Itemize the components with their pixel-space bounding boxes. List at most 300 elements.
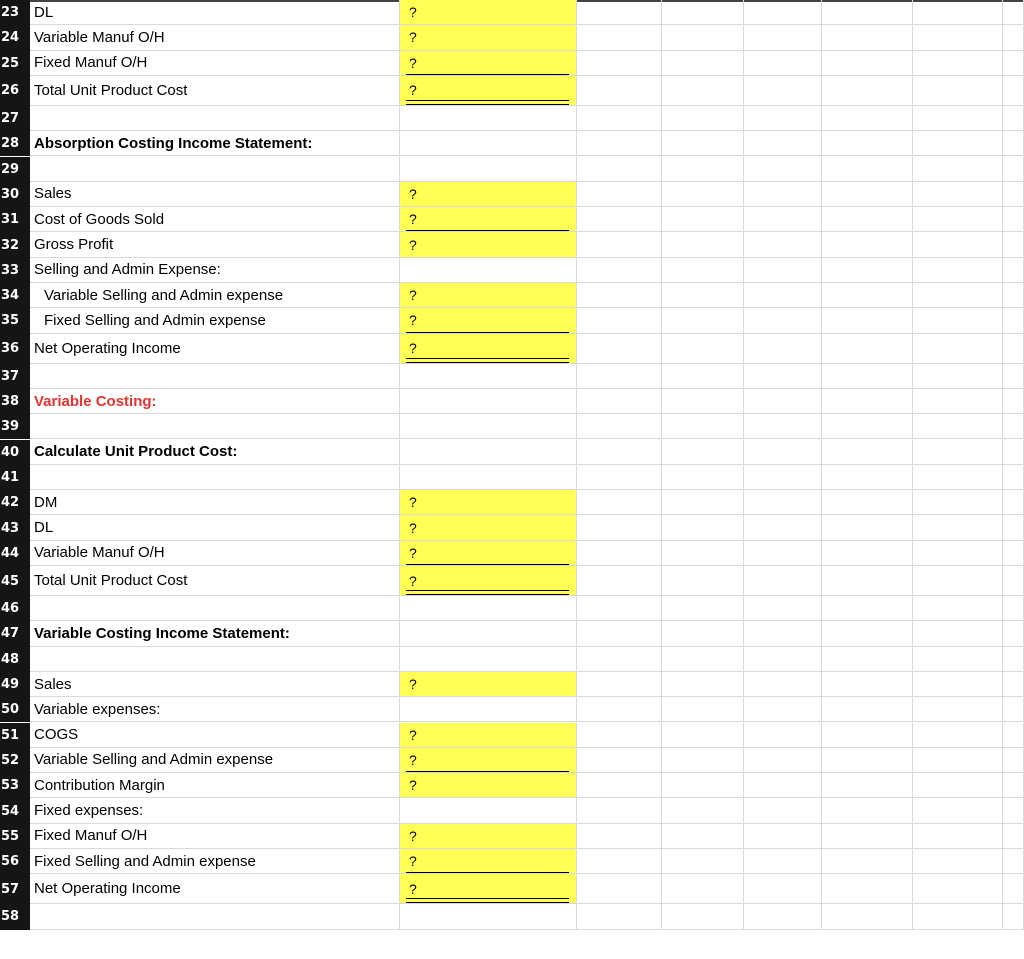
empty-cell[interactable]	[1003, 490, 1024, 515]
empty-cell[interactable]	[822, 849, 913, 874]
value-cell[interactable]: ?	[400, 849, 577, 874]
empty-cell[interactable]	[1003, 182, 1024, 207]
empty-cell[interactable]	[1003, 723, 1024, 748]
empty-cell[interactable]	[913, 258, 1003, 283]
label-cell[interactable]: Variable Selling and Admin expense	[30, 283, 400, 308]
empty-cell[interactable]	[822, 283, 913, 308]
empty-cell[interactable]	[662, 596, 744, 621]
empty-cell[interactable]	[1003, 0, 1024, 25]
empty-cell[interactable]	[913, 541, 1003, 566]
empty-cell[interactable]	[577, 157, 662, 182]
empty-cell[interactable]	[913, 334, 1003, 364]
empty-cell[interactable]	[1003, 874, 1024, 904]
empty-cell[interactable]	[1003, 748, 1024, 773]
empty-cell[interactable]	[662, 748, 744, 773]
value-cell[interactable]: ?	[400, 723, 577, 748]
empty-cell[interactable]	[744, 157, 822, 182]
empty-cell[interactable]	[822, 232, 913, 257]
empty-cell[interactable]	[1003, 334, 1024, 364]
row-header[interactable]: 44	[0, 541, 30, 566]
empty-cell[interactable]	[822, 364, 913, 389]
label-cell[interactable]	[30, 904, 400, 929]
row-header[interactable]: 49	[0, 672, 30, 697]
empty-cell[interactable]	[913, 364, 1003, 389]
value-cell[interactable]: ?	[400, 0, 577, 25]
empty-cell[interactable]	[913, 25, 1003, 50]
empty-cell[interactable]	[662, 334, 744, 364]
empty-cell[interactable]	[744, 904, 822, 929]
empty-cell[interactable]	[662, 258, 744, 283]
empty-cell[interactable]	[744, 25, 822, 50]
empty-cell[interactable]	[577, 748, 662, 773]
empty-cell[interactable]	[744, 0, 822, 25]
empty-cell[interactable]	[744, 283, 822, 308]
empty-cell[interactable]	[744, 773, 822, 798]
empty-cell[interactable]	[577, 283, 662, 308]
empty-cell[interactable]	[744, 849, 822, 874]
empty-cell[interactable]	[1003, 465, 1024, 490]
label-cell[interactable]: Selling and Admin Expense:	[30, 258, 400, 283]
empty-cell[interactable]	[744, 182, 822, 207]
empty-cell[interactable]	[822, 672, 913, 697]
empty-cell[interactable]	[913, 308, 1003, 333]
empty-cell[interactable]	[822, 334, 913, 364]
row-header[interactable]: 58	[0, 904, 30, 929]
label-cell[interactable]	[30, 465, 400, 490]
empty-cell[interactable]	[662, 773, 744, 798]
empty-cell[interactable]	[1003, 773, 1024, 798]
empty-cell[interactable]	[1003, 798, 1024, 823]
empty-cell[interactable]	[577, 904, 662, 929]
value-cell[interactable]: ?	[400, 566, 577, 596]
row-header[interactable]: 46	[0, 596, 30, 621]
empty-cell[interactable]	[913, 647, 1003, 672]
empty-cell[interactable]	[662, 157, 744, 182]
value-cell[interactable]: ?	[400, 824, 577, 849]
empty-cell[interactable]	[822, 824, 913, 849]
empty-cell[interactable]	[822, 157, 913, 182]
label-cell[interactable]: Variable Costing Income Statement:	[30, 621, 400, 646]
empty-cell[interactable]	[744, 258, 822, 283]
empty-cell[interactable]	[1003, 308, 1024, 333]
label-cell[interactable]: Net Operating Income	[30, 874, 400, 904]
empty-cell[interactable]	[744, 798, 822, 823]
empty-cell[interactable]	[1003, 566, 1024, 596]
label-cell[interactable]: Total Unit Product Cost	[30, 76, 400, 106]
empty-cell[interactable]	[662, 207, 744, 232]
label-cell[interactable]: Variable Selling and Admin expense	[30, 748, 400, 773]
empty-cell[interactable]	[822, 207, 913, 232]
empty-cell[interactable]	[913, 131, 1003, 156]
empty-cell[interactable]	[822, 566, 913, 596]
value-cell[interactable]: ?	[400, 182, 577, 207]
empty-cell[interactable]	[822, 465, 913, 490]
empty-cell[interactable]	[577, 647, 662, 672]
label-cell[interactable]	[30, 157, 400, 182]
value-cell[interactable]	[400, 647, 577, 672]
empty-cell[interactable]	[913, 515, 1003, 540]
row-header[interactable]: 32	[0, 232, 30, 257]
value-cell[interactable]	[400, 621, 577, 646]
empty-cell[interactable]	[913, 596, 1003, 621]
empty-cell[interactable]	[744, 723, 822, 748]
empty-cell[interactable]	[744, 207, 822, 232]
empty-cell[interactable]	[913, 723, 1003, 748]
label-cell[interactable]: Fixed expenses:	[30, 798, 400, 823]
row-header[interactable]: 56	[0, 849, 30, 874]
label-cell[interactable]	[30, 596, 400, 621]
label-cell[interactable]: Fixed Manuf O/H	[30, 824, 400, 849]
empty-cell[interactable]	[913, 106, 1003, 131]
empty-cell[interactable]	[577, 773, 662, 798]
empty-cell[interactable]	[662, 283, 744, 308]
label-cell[interactable]: Fixed Manuf O/H	[30, 51, 400, 76]
empty-cell[interactable]	[913, 414, 1003, 439]
empty-cell[interactable]	[662, 364, 744, 389]
empty-cell[interactable]	[577, 308, 662, 333]
empty-cell[interactable]	[1003, 515, 1024, 540]
empty-cell[interactable]	[662, 25, 744, 50]
empty-cell[interactable]	[662, 874, 744, 904]
empty-cell[interactable]	[822, 748, 913, 773]
row-header[interactable]: 24	[0, 25, 30, 50]
empty-cell[interactable]	[822, 596, 913, 621]
empty-cell[interactable]	[1003, 904, 1024, 929]
empty-cell[interactable]	[913, 76, 1003, 106]
label-cell[interactable]: DL	[30, 0, 400, 25]
empty-cell[interactable]	[662, 232, 744, 257]
empty-cell[interactable]	[577, 258, 662, 283]
empty-cell[interactable]	[913, 773, 1003, 798]
empty-cell[interactable]	[744, 515, 822, 540]
empty-cell[interactable]	[1003, 25, 1024, 50]
empty-cell[interactable]	[577, 414, 662, 439]
empty-cell[interactable]	[744, 672, 822, 697]
empty-cell[interactable]	[744, 76, 822, 106]
value-cell[interactable]	[400, 414, 577, 439]
empty-cell[interactable]	[662, 106, 744, 131]
empty-cell[interactable]	[822, 25, 913, 50]
empty-cell[interactable]	[662, 490, 744, 515]
empty-cell[interactable]	[822, 0, 913, 25]
empty-cell[interactable]	[822, 308, 913, 333]
empty-cell[interactable]	[662, 824, 744, 849]
value-cell[interactable]	[400, 258, 577, 283]
value-cell[interactable]: ?	[400, 773, 577, 798]
empty-cell[interactable]	[822, 490, 913, 515]
empty-cell[interactable]	[1003, 596, 1024, 621]
empty-cell[interactable]	[662, 541, 744, 566]
empty-cell[interactable]	[744, 389, 822, 414]
empty-cell[interactable]	[913, 207, 1003, 232]
value-cell[interactable]	[400, 157, 577, 182]
empty-cell[interactable]	[662, 798, 744, 823]
empty-cell[interactable]	[662, 76, 744, 106]
empty-cell[interactable]	[822, 389, 913, 414]
empty-cell[interactable]	[1003, 414, 1024, 439]
empty-cell[interactable]	[913, 874, 1003, 904]
empty-cell[interactable]	[662, 131, 744, 156]
empty-cell[interactable]	[577, 723, 662, 748]
empty-cell[interactable]	[577, 621, 662, 646]
empty-cell[interactable]	[744, 334, 822, 364]
value-cell[interactable]: ?	[400, 25, 577, 50]
empty-cell[interactable]	[662, 904, 744, 929]
empty-cell[interactable]	[744, 566, 822, 596]
empty-cell[interactable]	[662, 414, 744, 439]
row-header[interactable]: 37	[0, 364, 30, 389]
value-cell[interactable]: ?	[400, 51, 577, 76]
empty-cell[interactable]	[1003, 157, 1024, 182]
empty-cell[interactable]	[577, 490, 662, 515]
empty-cell[interactable]	[577, 0, 662, 25]
value-cell[interactable]	[400, 440, 577, 465]
empty-cell[interactable]	[822, 541, 913, 566]
empty-cell[interactable]	[577, 76, 662, 106]
row-header[interactable]: 36	[0, 334, 30, 364]
empty-cell[interactable]	[822, 76, 913, 106]
empty-cell[interactable]	[662, 182, 744, 207]
empty-cell[interactable]	[744, 131, 822, 156]
label-cell[interactable]: Calculate Unit Product Cost:	[30, 440, 400, 465]
value-cell[interactable]	[400, 904, 577, 929]
empty-cell[interactable]	[822, 515, 913, 540]
row-header[interactable]: 51	[0, 723, 30, 748]
empty-cell[interactable]	[662, 440, 744, 465]
empty-cell[interactable]	[577, 566, 662, 596]
row-header[interactable]: 35	[0, 308, 30, 333]
empty-cell[interactable]	[1003, 849, 1024, 874]
row-header[interactable]: 54	[0, 798, 30, 823]
label-cell[interactable]	[30, 647, 400, 672]
empty-cell[interactable]	[662, 697, 744, 722]
empty-cell[interactable]	[822, 440, 913, 465]
empty-cell[interactable]	[577, 874, 662, 904]
row-header[interactable]: 45	[0, 566, 30, 596]
row-header[interactable]: 23	[0, 0, 30, 25]
empty-cell[interactable]	[744, 364, 822, 389]
label-cell[interactable]	[30, 106, 400, 131]
empty-cell[interactable]	[744, 308, 822, 333]
row-header[interactable]: 53	[0, 773, 30, 798]
empty-cell[interactable]	[577, 25, 662, 50]
value-cell[interactable]	[400, 389, 577, 414]
empty-cell[interactable]	[744, 824, 822, 849]
row-header[interactable]: 41	[0, 465, 30, 490]
empty-cell[interactable]	[744, 647, 822, 672]
value-cell[interactable]	[400, 106, 577, 131]
row-header[interactable]: 57	[0, 874, 30, 904]
value-cell[interactable]: ?	[400, 207, 577, 232]
label-cell[interactable]: Net Operating Income	[30, 334, 400, 364]
row-header[interactable]: 55	[0, 824, 30, 849]
row-header[interactable]: 30	[0, 182, 30, 207]
value-cell[interactable]	[400, 364, 577, 389]
empty-cell[interactable]	[913, 0, 1003, 25]
empty-cell[interactable]	[662, 672, 744, 697]
row-header[interactable]: 47	[0, 621, 30, 646]
empty-cell[interactable]	[577, 389, 662, 414]
empty-cell[interactable]	[913, 182, 1003, 207]
empty-cell[interactable]	[577, 596, 662, 621]
empty-cell[interactable]	[577, 51, 662, 76]
empty-cell[interactable]	[662, 465, 744, 490]
empty-cell[interactable]	[577, 334, 662, 364]
empty-cell[interactable]	[822, 874, 913, 904]
empty-cell[interactable]	[1003, 364, 1024, 389]
empty-cell[interactable]	[662, 308, 744, 333]
empty-cell[interactable]	[1003, 824, 1024, 849]
empty-cell[interactable]	[913, 157, 1003, 182]
value-cell[interactable]	[400, 596, 577, 621]
row-header[interactable]: 31	[0, 207, 30, 232]
empty-cell[interactable]	[822, 182, 913, 207]
empty-cell[interactable]	[744, 414, 822, 439]
row-header[interactable]: 29	[0, 157, 30, 182]
empty-cell[interactable]	[822, 773, 913, 798]
empty-cell[interactable]	[913, 697, 1003, 722]
empty-cell[interactable]	[913, 389, 1003, 414]
label-cell[interactable]: DM	[30, 490, 400, 515]
row-header[interactable]: 40	[0, 440, 30, 465]
label-cell[interactable]	[30, 414, 400, 439]
empty-cell[interactable]	[822, 904, 913, 929]
value-cell[interactable]: ?	[400, 76, 577, 106]
value-cell[interactable]: ?	[400, 541, 577, 566]
empty-cell[interactable]	[913, 566, 1003, 596]
empty-cell[interactable]	[577, 440, 662, 465]
empty-cell[interactable]	[577, 541, 662, 566]
value-cell[interactable]: ?	[400, 515, 577, 540]
empty-cell[interactable]	[577, 798, 662, 823]
empty-cell[interactable]	[1003, 106, 1024, 131]
row-header[interactable]: 28	[0, 131, 30, 156]
label-cell[interactable]: Variable Costing:	[30, 389, 400, 414]
empty-cell[interactable]	[577, 849, 662, 874]
empty-cell[interactable]	[913, 672, 1003, 697]
empty-cell[interactable]	[913, 904, 1003, 929]
empty-cell[interactable]	[913, 824, 1003, 849]
label-cell[interactable]: Sales	[30, 672, 400, 697]
row-header[interactable]: 42	[0, 490, 30, 515]
empty-cell[interactable]	[577, 824, 662, 849]
row-header[interactable]: 34	[0, 283, 30, 308]
row-header[interactable]: 27	[0, 106, 30, 131]
empty-cell[interactable]	[744, 541, 822, 566]
empty-cell[interactable]	[744, 440, 822, 465]
empty-cell[interactable]	[913, 283, 1003, 308]
empty-cell[interactable]	[1003, 621, 1024, 646]
empty-cell[interactable]	[913, 232, 1003, 257]
empty-cell[interactable]	[744, 106, 822, 131]
empty-cell[interactable]	[744, 621, 822, 646]
empty-cell[interactable]	[577, 364, 662, 389]
empty-cell[interactable]	[913, 621, 1003, 646]
label-cell[interactable]: Absorption Costing Income Statement:	[30, 131, 400, 156]
empty-cell[interactable]	[822, 798, 913, 823]
empty-cell[interactable]	[1003, 647, 1024, 672]
empty-cell[interactable]	[913, 490, 1003, 515]
empty-cell[interactable]	[1003, 207, 1024, 232]
empty-cell[interactable]	[1003, 440, 1024, 465]
empty-cell[interactable]	[1003, 258, 1024, 283]
empty-cell[interactable]	[662, 0, 744, 25]
empty-cell[interactable]	[662, 849, 744, 874]
empty-cell[interactable]	[822, 621, 913, 646]
label-cell[interactable]	[30, 364, 400, 389]
row-header[interactable]: 39	[0, 414, 30, 439]
empty-cell[interactable]	[822, 131, 913, 156]
empty-cell[interactable]	[744, 490, 822, 515]
label-cell[interactable]: Contribution Margin	[30, 773, 400, 798]
row-header[interactable]: 26	[0, 76, 30, 106]
value-cell[interactable]: ?	[400, 283, 577, 308]
value-cell[interactable]	[400, 465, 577, 490]
empty-cell[interactable]	[913, 748, 1003, 773]
empty-cell[interactable]	[662, 621, 744, 646]
empty-cell[interactable]	[577, 465, 662, 490]
label-cell[interactable]: Cost of Goods Sold	[30, 207, 400, 232]
empty-cell[interactable]	[662, 566, 744, 596]
value-cell[interactable]	[400, 798, 577, 823]
empty-cell[interactable]	[913, 465, 1003, 490]
label-cell[interactable]: Variable Manuf O/H	[30, 541, 400, 566]
empty-cell[interactable]	[662, 389, 744, 414]
empty-cell[interactable]	[1003, 131, 1024, 156]
label-cell[interactable]: Variable Manuf O/H	[30, 25, 400, 50]
empty-cell[interactable]	[577, 207, 662, 232]
label-cell[interactable]: Sales	[30, 182, 400, 207]
row-header[interactable]: 25	[0, 51, 30, 76]
empty-cell[interactable]	[1003, 672, 1024, 697]
label-cell[interactable]: DL	[30, 515, 400, 540]
empty-cell[interactable]	[1003, 76, 1024, 106]
empty-cell[interactable]	[662, 647, 744, 672]
empty-cell[interactable]	[913, 440, 1003, 465]
row-header[interactable]: 50	[0, 697, 30, 722]
empty-cell[interactable]	[1003, 697, 1024, 722]
empty-cell[interactable]	[1003, 389, 1024, 414]
empty-cell[interactable]	[822, 697, 913, 722]
empty-cell[interactable]	[913, 51, 1003, 76]
empty-cell[interactable]	[662, 515, 744, 540]
empty-cell[interactable]	[577, 182, 662, 207]
empty-cell[interactable]	[1003, 283, 1024, 308]
empty-cell[interactable]	[577, 697, 662, 722]
empty-cell[interactable]	[577, 515, 662, 540]
empty-cell[interactable]	[822, 647, 913, 672]
empty-cell[interactable]	[1003, 541, 1024, 566]
empty-cell[interactable]	[662, 51, 744, 76]
label-cell[interactable]: Total Unit Product Cost	[30, 566, 400, 596]
empty-cell[interactable]	[744, 51, 822, 76]
label-cell[interactable]: Fixed Selling and Admin expense	[30, 308, 400, 333]
empty-cell[interactable]	[744, 874, 822, 904]
empty-cell[interactable]	[822, 106, 913, 131]
value-cell[interactable]: ?	[400, 232, 577, 257]
row-header[interactable]: 48	[0, 647, 30, 672]
label-cell[interactable]: Fixed Selling and Admin expense	[30, 849, 400, 874]
row-header[interactable]: 33	[0, 258, 30, 283]
value-cell[interactable]	[400, 131, 577, 156]
empty-cell[interactable]	[744, 697, 822, 722]
empty-cell[interactable]	[913, 849, 1003, 874]
empty-cell[interactable]	[913, 798, 1003, 823]
empty-cell[interactable]	[577, 672, 662, 697]
empty-cell[interactable]	[822, 414, 913, 439]
empty-cell[interactable]	[822, 51, 913, 76]
empty-cell[interactable]	[744, 465, 822, 490]
